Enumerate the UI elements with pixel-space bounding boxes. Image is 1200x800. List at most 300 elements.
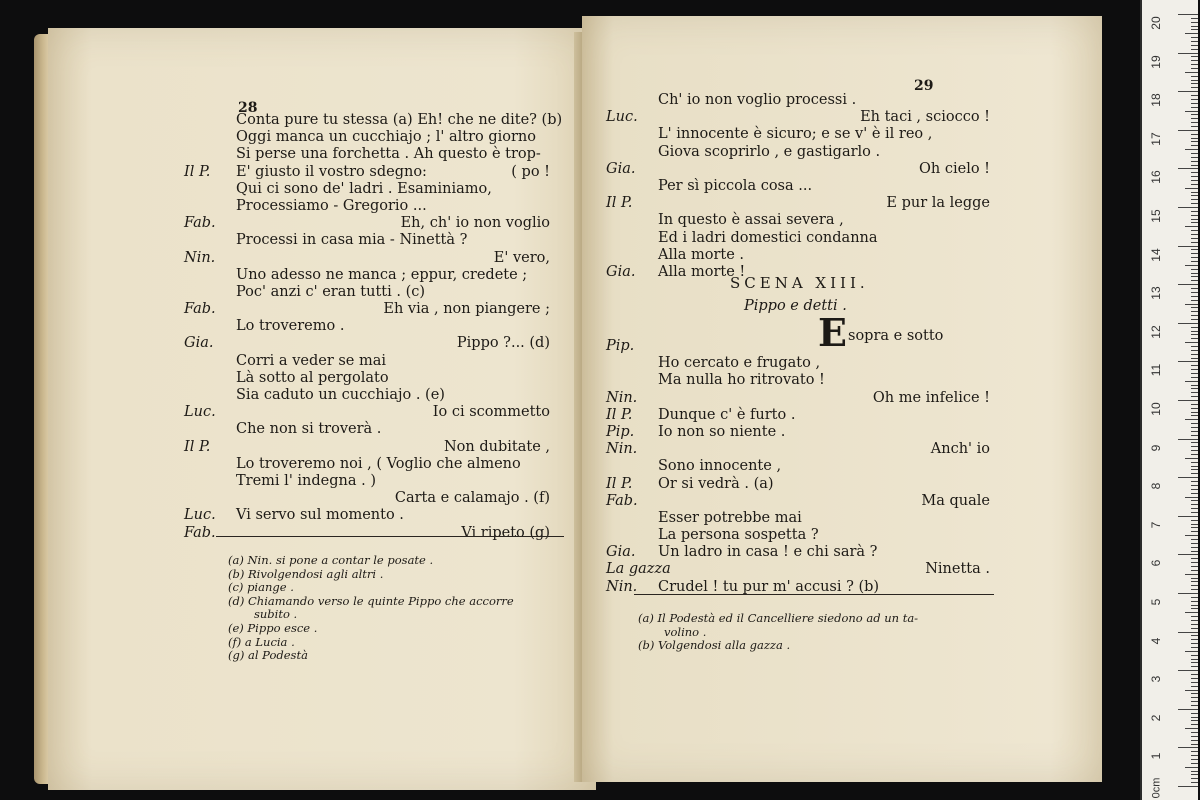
ruler-tick (1178, 246, 1198, 247)
right-page-text-bottom (606, 338, 990, 596)
ruler-tick (1191, 87, 1198, 88)
ruler-tick (1191, 774, 1198, 775)
ruler-tick (1191, 446, 1198, 447)
text-line (218, 318, 550, 335)
ruler-tick (1191, 408, 1198, 409)
ruler-tick (1191, 307, 1198, 308)
verse-text: Or si vedrà . (a) (658, 475, 774, 492)
ruler-tick (1191, 431, 1198, 432)
text-line (640, 247, 990, 264)
verse-text: La persona sospetta ? (658, 527, 819, 544)
text-line (606, 441, 990, 458)
ruler-tick (1185, 767, 1198, 768)
ruler-tick (1191, 524, 1198, 525)
ruler-tick (1191, 751, 1198, 752)
text-line (184, 249, 550, 267)
ruler-number: 15 (1149, 209, 1163, 223)
ruler-tick (1191, 527, 1198, 528)
verse-text-right: Eh taci , sciocco ! (860, 109, 990, 126)
footnote-line: subito . (254, 607, 298, 622)
ruler-tick (1191, 782, 1198, 783)
ruler-tick (1191, 558, 1198, 559)
ruler-tick (1185, 690, 1198, 691)
text-line (218, 267, 550, 284)
ruler-tick (1191, 56, 1198, 57)
ruler-tick (1191, 300, 1198, 301)
ruler-tick (1185, 304, 1198, 305)
ruler-number: 3 (1149, 675, 1163, 683)
ruler-tick (1191, 153, 1198, 154)
ruler-tick (1191, 134, 1198, 135)
verse-text-right: E pur la legge (886, 195, 990, 212)
ruler-tick (1191, 450, 1198, 451)
ruler-tick (1191, 80, 1198, 81)
ruler-tick (1191, 504, 1198, 505)
ruler-tick (1191, 249, 1198, 250)
verse-text: Corri a veder se mai (236, 352, 387, 369)
footnote-line: (f) a Lucia . (228, 634, 295, 649)
text-line (640, 527, 990, 544)
ruler-tick (1191, 763, 1198, 764)
ruler-tick (1185, 497, 1198, 498)
ruler-tick (1191, 724, 1198, 725)
text-line (606, 338, 990, 355)
footnote-line: (b) Rivolgendosi agli altri . (228, 566, 384, 581)
text-line (184, 335, 550, 352)
verse-text: Un ladro in casa ! e chi sarà ? (658, 544, 878, 561)
ruler-tick (1191, 585, 1198, 586)
ruler-tick (1178, 670, 1198, 671)
ruler-tick (1191, 686, 1198, 687)
ruler-tick (1191, 666, 1198, 667)
verse-text: Poc' anzi c' eran tutti . (c) (236, 283, 426, 300)
ruler-tick (1191, 29, 1198, 30)
verse-text-right: Ma quale (921, 492, 990, 509)
ruler-tick (1185, 342, 1198, 343)
verse-text: Ed i ladri domestici condanna (658, 229, 878, 246)
verse-text: Conta pure tu stessa (a) Eh! che ne dite? (b) (236, 112, 563, 128)
ruler-tick (1178, 554, 1198, 555)
text-line (184, 507, 550, 524)
ruler-tick (1191, 296, 1198, 297)
ruler-tick (1191, 415, 1198, 416)
speaker-label: Gia. (606, 160, 636, 177)
ruler-tick (1191, 500, 1198, 501)
ruler-tick (1191, 682, 1198, 683)
text-line (218, 129, 550, 146)
speaker-label: Nin. (606, 578, 638, 595)
footnote-line: (d) Chiamando verso le quinte Pippo che accorre (228, 593, 514, 608)
ruler-tick (1185, 535, 1198, 536)
ruler-tick (1191, 373, 1198, 374)
ruler-number: 1 (1149, 753, 1163, 760)
ruler-tick (1185, 381, 1198, 382)
ruler-tick (1191, 578, 1198, 579)
ruler-tick (1191, 103, 1198, 104)
text-line (606, 423, 990, 441)
ruler-tick (1191, 76, 1198, 77)
ruler-tick (1191, 597, 1198, 598)
ruler-tick (1191, 230, 1198, 231)
footnote-line: (e) Pippo esce . (228, 620, 318, 635)
right-page (582, 16, 1102, 782)
speaker-label: Nin. (606, 389, 638, 406)
text-line (640, 458, 990, 475)
ruler-tick (1191, 319, 1198, 320)
speaker-label: Nin. (184, 249, 216, 266)
ruler-tick (1178, 323, 1198, 324)
footnote-line: (a) Il Podestà ed il Cancelliere siedono ad un ta- (638, 611, 919, 625)
ruler-tick (1191, 195, 1198, 196)
ruler-number: 6 (1149, 560, 1163, 567)
text-line (218, 473, 550, 490)
text-line (606, 160, 990, 178)
ruler-tick (1178, 709, 1198, 710)
speaker-label: Fab. (184, 301, 216, 318)
ruler-number: 2 (1149, 714, 1163, 722)
verse-text: Alla morte . (658, 246, 745, 263)
text-line (640, 372, 990, 389)
ruler-tick (1191, 605, 1198, 606)
verse-text: Che non si troverà . (236, 421, 382, 438)
ruler-tick (1191, 157, 1198, 158)
ruler-tick (1185, 72, 1198, 73)
ruler-tick (1191, 114, 1198, 115)
ruler-tick (1191, 311, 1198, 312)
ruler-tick (1191, 771, 1198, 772)
text-line (184, 163, 550, 181)
verse-text-right: Eh, ch' io non voglio (400, 215, 550, 232)
ruler-tick (1191, 701, 1198, 702)
ruler-number: 7 (1149, 521, 1163, 529)
text-line (218, 490, 550, 507)
ruler-tick (1191, 531, 1198, 532)
ruler-tick (1191, 37, 1198, 38)
speaker-label: Pip. (606, 338, 635, 354)
ruler-tick (1191, 199, 1198, 200)
text-line (184, 438, 550, 456)
text-line (184, 404, 550, 421)
text-line (218, 421, 550, 438)
text-line (640, 510, 990, 527)
ruler-tick (1191, 759, 1198, 760)
text-line (606, 475, 990, 493)
footnote-line: (a) Nin. si pone a contar le posate . (228, 553, 434, 567)
ruler-tick (1178, 284, 1198, 285)
ruler-tick (1191, 327, 1198, 328)
ruler-tick (1191, 562, 1198, 563)
speaker-label: Il P. (606, 195, 633, 212)
ruler-tick (1185, 33, 1198, 34)
verse-text: Tremi l' indegna . ) (236, 472, 377, 489)
ruler-tick (1191, 740, 1198, 741)
verse-text: Ch' io non voglio processi . (658, 92, 857, 108)
text-line (218, 146, 550, 163)
speaker-label: Il P. (184, 163, 211, 180)
ruler-tick (1191, 118, 1198, 119)
ruler-number: 17 (1149, 132, 1163, 146)
ruler-tick (1178, 439, 1198, 440)
text-line (606, 492, 990, 510)
ruler-tick (1191, 219, 1198, 220)
ruler-tick (1191, 674, 1198, 675)
ruler-tick (1178, 207, 1198, 208)
ruler-tick (1191, 489, 1198, 490)
verse-text-right: ( po ! (511, 163, 550, 180)
text-line (640, 355, 990, 372)
ruler-tick (1191, 95, 1198, 96)
text-line (184, 524, 550, 542)
ruler-tick (1191, 778, 1198, 779)
text-line (218, 456, 550, 473)
speaker-label: Fab. (606, 492, 638, 509)
left-footnotes (228, 554, 558, 663)
ruler-tick (1191, 165, 1198, 166)
text-line (218, 370, 550, 387)
verse-text: Ma nulla ho ritrovato ! (658, 372, 825, 389)
footnote-line: (b) Volgendosi alla gazza . (638, 638, 791, 653)
page-number-left: 28 (238, 100, 258, 116)
ruler-tick (1191, 543, 1198, 544)
speaker-label: Gia. (606, 544, 636, 561)
ruler-tick (1191, 481, 1198, 482)
verse-text: Io non so niente . (658, 423, 786, 440)
ruler-tick (1191, 659, 1198, 660)
ruler-tick (1191, 331, 1198, 332)
ruler-tick (1191, 732, 1198, 733)
ruler-tick (1191, 385, 1198, 386)
right-footnotes (638, 612, 1018, 653)
verse-text: Sia caduto un cucchiajo . (e) (236, 387, 445, 403)
ruler-tick (1191, 269, 1198, 270)
text-line (640, 212, 990, 229)
speaker-label: Pip. (606, 423, 635, 440)
page-number-right: 29 (914, 78, 934, 94)
ruler-tick (1191, 639, 1198, 640)
verse-text: In questo è assai severa , (658, 212, 844, 229)
ruler-tick (1191, 662, 1198, 663)
ruler-tick (1185, 149, 1198, 150)
scene-title: SCENA XIII. (730, 274, 869, 292)
ruler-tick (1178, 516, 1198, 517)
verse-text: Giova scoprirlo , e gastigarlo . (658, 143, 881, 160)
ruler-tick (1185, 226, 1198, 227)
ruler-tick (1191, 60, 1198, 61)
verse-text: Si perse una forchetta . Ah questo è trop- (236, 146, 541, 163)
text-line (218, 232, 550, 249)
ruler-tick (1191, 334, 1198, 335)
ruler-tick (1191, 388, 1198, 389)
text-line (640, 126, 990, 143)
ruler-tick (1191, 643, 1198, 644)
ruler-tick (1191, 469, 1198, 470)
verse-text: Lo troveremo . (236, 318, 345, 335)
ruler-tick (1191, 454, 1198, 455)
text-line (218, 198, 550, 215)
ruler-tick (1178, 168, 1198, 169)
verse-text-right: Oh cielo ! (919, 160, 990, 177)
ruler-tick (1191, 570, 1198, 571)
ruler-tick (1191, 238, 1198, 239)
text-line (184, 301, 550, 318)
ruler-tick (1191, 354, 1198, 355)
ruler-number: 16 (1149, 170, 1163, 185)
ruler-tick (1191, 435, 1198, 436)
ruler-tick (1191, 338, 1198, 339)
ruler-tick (1191, 176, 1198, 177)
ruler-tick (1191, 365, 1198, 366)
drop-cap-rest: sopra e sotto (848, 328, 944, 344)
ruler-tick (1191, 601, 1198, 602)
ruler-tick (1178, 747, 1198, 748)
ruler-number: 11 (1149, 364, 1163, 377)
verse-text: Oggi manca un cucchiajo ; l' altro giorno (236, 129, 537, 146)
ruler-tick (1191, 720, 1198, 721)
text-line (606, 109, 990, 126)
ruler-tick (1185, 265, 1198, 266)
ruler-tick (1191, 141, 1198, 142)
ruler-number: 19 (1149, 54, 1163, 69)
speaker-label: Fab. (184, 215, 216, 232)
verse-text: Alla morte ! (658, 263, 746, 280)
ruler-number: 5 (1149, 598, 1163, 606)
ruler-tick (1191, 215, 1198, 216)
ruler-tick (1185, 612, 1198, 613)
verse-text: Dunque c' è furto . (658, 406, 796, 423)
ruler-tick (1178, 130, 1198, 131)
ruler-tick (1178, 91, 1198, 92)
ruler-tick (1191, 64, 1198, 65)
open-book (34, 16, 1109, 786)
ruler-tick (1191, 49, 1198, 50)
ruler-tick (1191, 713, 1198, 714)
ruler-tick (1191, 717, 1198, 718)
ruler-tick (1191, 423, 1198, 424)
ruler-tick (1191, 473, 1198, 474)
ruler-tick (1191, 705, 1198, 706)
ruler-tick (1191, 369, 1198, 370)
ruler-tick (1191, 551, 1198, 552)
verse-text: Vi servo sul momento . (236, 507, 404, 524)
text-line (606, 195, 990, 212)
right-page-text-top (606, 92, 990, 281)
ruler-number: 13 (1149, 286, 1163, 300)
ruler-tick (1191, 628, 1198, 629)
verse-text-right: Pippo ?... (d) (456, 335, 550, 352)
speaker-label: Gia. (606, 263, 636, 280)
ruler-tick (1191, 358, 1198, 359)
ruler-tick (1191, 442, 1198, 443)
speaker-label: Luc. (184, 404, 216, 421)
ruler-tick (1191, 655, 1198, 656)
measuring-ruler (1140, 0, 1198, 800)
verse-text: Qui ci sono de' ladri . Esaminiamo, (236, 180, 492, 197)
verse-text-right: E' vero, (493, 249, 550, 266)
ruler-tick (1178, 593, 1198, 594)
ruler-tick (1191, 589, 1198, 590)
speaker-label: Fab. (184, 524, 216, 541)
ruler-tick (1191, 83, 1198, 84)
ruler-tick (1191, 203, 1198, 204)
ruler-tick (1191, 26, 1198, 27)
ruler-tick (1191, 616, 1198, 617)
verse-text: Processiamo - Gregorio ... (236, 197, 427, 214)
ruler-tick (1191, 180, 1198, 181)
ruler-tick (1191, 744, 1198, 745)
ruler-tick (1191, 547, 1198, 548)
verse-text-right: Ninetta . (925, 561, 990, 578)
ruler-tick (1178, 477, 1198, 478)
verse-text: L' innocente è sicuro; e se v' è il reo , (658, 126, 933, 143)
ruler-tick (1191, 608, 1198, 609)
text-line (184, 215, 550, 232)
ruler-tick (1191, 396, 1198, 397)
ruler-tick (1191, 18, 1198, 19)
footnote-rule-left (216, 536, 564, 537)
text-line (218, 387, 550, 404)
ruler-tick (1178, 53, 1198, 54)
verse-text-right: Io ci scommetto (432, 404, 550, 421)
ruler-tick (1191, 315, 1198, 316)
text-line (640, 178, 990, 195)
ruler-tick (1191, 520, 1198, 521)
verse-text: Esser potrebbe mai (658, 509, 802, 526)
ruler-tick (1178, 632, 1198, 633)
ruler-tick (1191, 508, 1198, 509)
drop-cap: E (818, 310, 847, 355)
speaker-label: Nin. (606, 441, 638, 458)
ruler-tick (1191, 138, 1198, 139)
ruler-tick (1191, 292, 1198, 293)
footnote-rule-right (634, 594, 994, 595)
ruler-number: 8 (1149, 482, 1163, 490)
ruler-tick (1191, 485, 1198, 486)
ruler-tick (1191, 161, 1198, 162)
speaker-label: Il P. (184, 438, 211, 455)
ruler-tick (1191, 276, 1198, 277)
ruler-tick (1191, 288, 1198, 289)
ruler-tick (1178, 361, 1198, 362)
speaker-label: Luc. (606, 109, 638, 126)
ruler-tick (1178, 786, 1198, 787)
verse-text: Lo troveremo noi , ( Voglio che almeno (236, 455, 521, 472)
ruler-number: 14 (1149, 247, 1163, 262)
ruler-tick (1191, 462, 1198, 463)
ruler-tick (1191, 280, 1198, 281)
ruler-tick (1191, 68, 1198, 69)
ruler-tick (1191, 377, 1198, 378)
speaker-label: Il P. (606, 406, 633, 423)
ruler-number: 12 (1149, 325, 1163, 339)
ruler-tick (1185, 651, 1198, 652)
text-line (640, 144, 990, 161)
ruler-tick (1191, 172, 1198, 173)
ruler-number: 20 (1149, 16, 1163, 30)
verse-text: Là sotto al pergolato (236, 369, 389, 386)
ruler-tick (1191, 107, 1198, 108)
ruler-tick (1185, 458, 1198, 459)
ruler-tick (1191, 234, 1198, 235)
ruler-tick (1191, 624, 1198, 625)
footnote-line: volino . (664, 624, 707, 639)
ruler-tick (1191, 346, 1198, 347)
ruler-unit-label: 0cm (1150, 777, 1163, 799)
verse-text-right: Eh via , non piangere ; (383, 301, 550, 318)
ruler-tick (1191, 539, 1198, 540)
text-line (218, 353, 550, 370)
ruler-tick (1191, 261, 1198, 262)
ruler-tick (1191, 736, 1198, 737)
